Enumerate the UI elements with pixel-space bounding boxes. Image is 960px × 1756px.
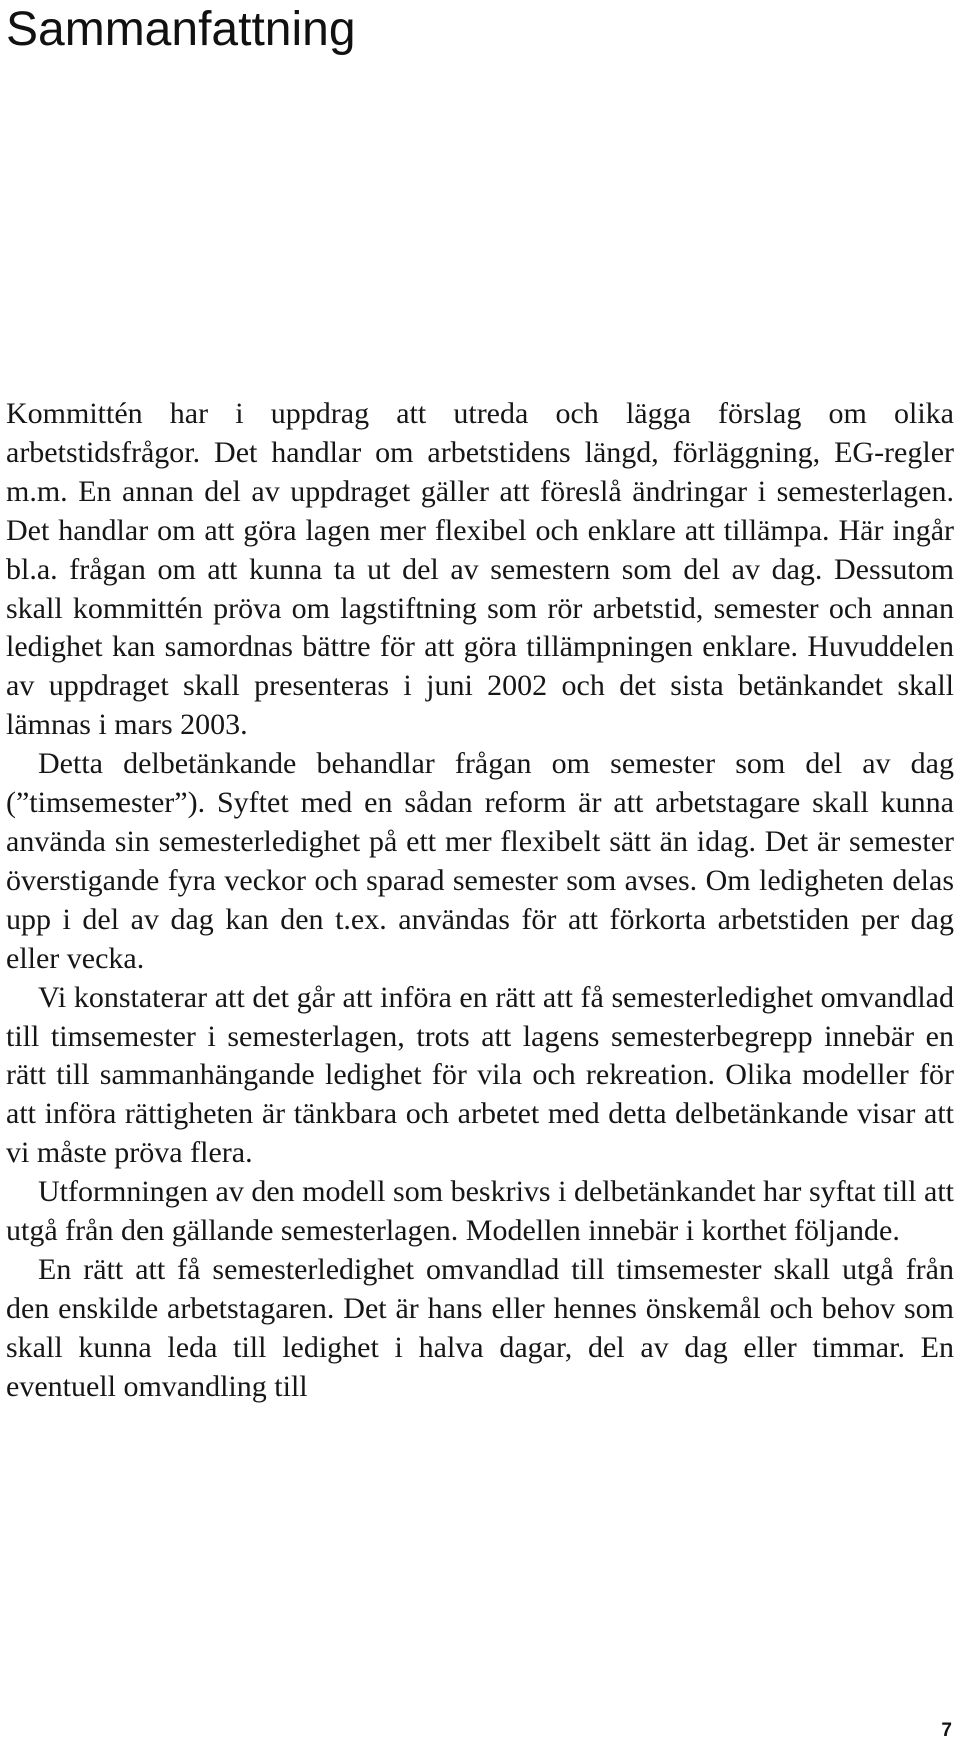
page-number: 7 bbox=[941, 1720, 952, 1741]
paragraph-intro: Kommittén har i uppdrag att utreda och lägga förslag om olika arbetstidsfrågor. Det handlar om arbetstidens längd, förläggning, EG-regler m.m. En annan del av uppdraget gäller att föreslå ändringar i semesterlagen. Det handlar om att göra lagen mer flexibel och enklare att tillämpa. Här ingår bl.a. frågan om att kunna ta ut del av semestern som del av dag. Dessutom skall kommittén pröva om lagstiftning som rör arbetstid, semester och annan ledighet kan samordnas bättre för att göra tillämpningen enklare. Huvuddelen av uppdraget skall presenteras i juni 2002 och det sista betänkandet skall lämnas i mars 2003. bbox=[6, 397, 954, 742]
document-body bbox=[6, 395, 954, 1407]
paragraph-right: En rätt att få semesterledighet omvandlad till timsemester skall utgå från den enskilde arbetstagaren. Det är hans eller hennes önskemål och behov som skall kunna leda till ledighet i halva dagar, del av dag eller timmar. En eventuell omvandling till bbox=[6, 1252, 954, 1403]
paragraph-conclusion: Vi konstaterar att det går att införa en rätt att få semesterledighet omvandlad till timsemester i semesterlagen, trots att lagens semesterbegrepp innebär en rätt till sammanhängande ledighet för vila och rekreation. Olika modeller för att införa rättigheten är tänkbara och arbetet med detta delbetänkande visar att vi måste pröva flera. bbox=[6, 980, 954, 1170]
paragraph-timsemester: Detta delbetänkande behandlar frågan om semester som del av dag (”timsemester”). Syftet med en sådan reform är att arbetstagare skall kunna använda sin semesterledighet på ett mer flexibelt sätt än idag. Det är semester överstigande fyra veckor och sparad semester som avses. Om ledigheten delas upp i del av dag kan den t.ex. användas för att förkorta arbetstiden per dag eller vecka. bbox=[6, 747, 954, 975]
paragraph-model: Utformningen av den modell som beskrivs i delbetänkandet har syftat till att utgå från den gällande semesterlagen. Modellen innebär i korthet följande. bbox=[6, 1175, 954, 1248]
page-heading: Sammanfattning bbox=[6, 3, 356, 56]
